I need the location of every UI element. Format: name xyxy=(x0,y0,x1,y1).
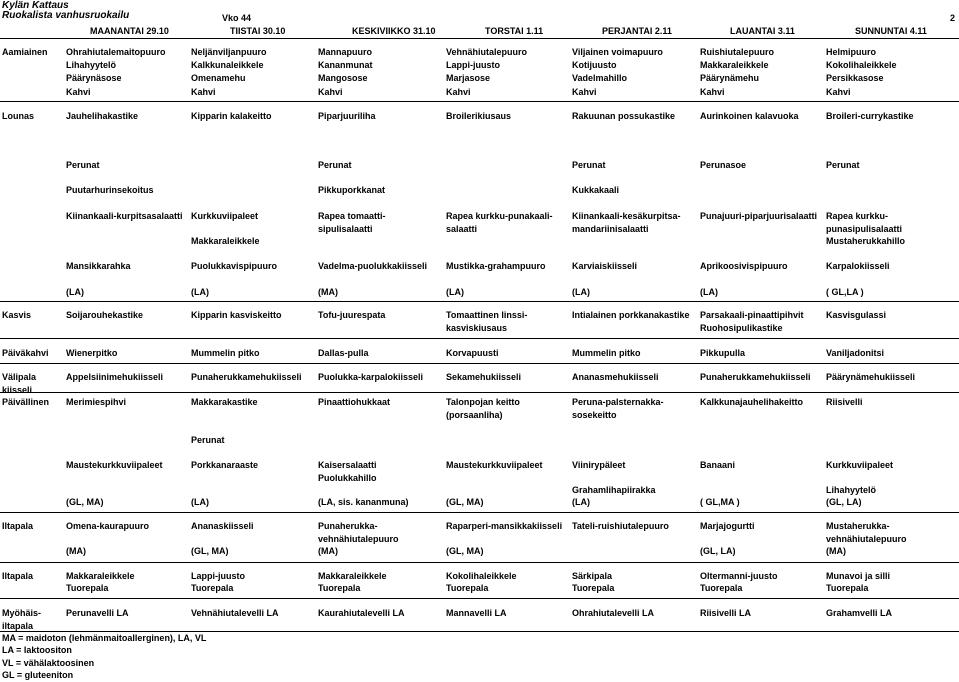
menu-item: Mannapuuro xyxy=(318,47,372,57)
menu-item: Perunat xyxy=(66,160,100,170)
menu-item: Neljänviljanpuuro xyxy=(191,47,267,57)
section-label-lounas: Lounas xyxy=(2,111,35,121)
menu-item: vehnähiutalepuuro xyxy=(826,534,907,544)
menu-item: Kipparin kasviskeitto xyxy=(191,310,282,320)
day-header: PERJANTAI 2.11 xyxy=(602,26,672,36)
menu-item: Omena-kaurapuuro xyxy=(66,521,150,531)
menu-item: Perunat xyxy=(191,435,225,445)
menu-item: Tuorepala xyxy=(700,583,743,593)
menu-item: Rapea tomaatti- xyxy=(318,211,386,221)
section-divider xyxy=(0,562,959,563)
menu-item: sipulisalaatti xyxy=(318,224,373,234)
menu-item: Mustikka-grahampuuro xyxy=(446,261,546,271)
menu-item: Ruishiutalepuuro xyxy=(700,47,774,57)
menu-item: Grahamlihapiirakka xyxy=(572,485,656,495)
menu-item: Piparjuuriliha xyxy=(318,111,376,121)
menu-item: Kalkkunaleikkele xyxy=(191,60,264,70)
section-label-valipala: Välipala xyxy=(2,372,37,382)
menu-item: Ananasmehukiisseli xyxy=(572,372,659,382)
legend-line: LA = laktoositon xyxy=(2,645,72,655)
diet-code: (GL, MA) xyxy=(446,497,484,507)
menu-item: Kotijuusto xyxy=(572,60,617,70)
menu-item: Aurinkoinen kalavuoka xyxy=(700,111,799,121)
week-label: Vko 44 xyxy=(222,13,252,23)
section-divider xyxy=(0,301,959,302)
menu-item: Kokolihaleikkele xyxy=(446,571,517,581)
menu-item: Punajuuri-piparjuurisalaatti xyxy=(700,211,818,221)
day-header: MAANANTAI 29.10 xyxy=(90,26,169,36)
menu-item: Peruna-palsternakka- xyxy=(572,397,664,407)
menu-item: Puutarhurinsekoitus xyxy=(66,185,154,195)
menu-item: Kaisersalaatti xyxy=(318,460,377,470)
menu-item: Puolukkavispipuuro xyxy=(191,261,278,271)
menu-item: Persikkasose xyxy=(826,73,884,83)
menu-item: Tuorepala xyxy=(318,583,361,593)
menu-item: Vadelma-puolukkakiisseli xyxy=(318,261,428,271)
menu-item: Pikkupulla xyxy=(700,348,746,358)
diet-code: (GL, LA) xyxy=(700,546,736,556)
section-label-paivakahvi: Päiväkahvi xyxy=(2,348,49,358)
menu-item: Makkaraleikkele xyxy=(191,236,260,246)
menu-item: Mansikkarahka xyxy=(66,261,131,271)
menu-item: mandariinisalaatti xyxy=(572,224,649,234)
menu-item: Vehnähiutalepuuro xyxy=(446,47,528,57)
menu-item: Helmipuuro xyxy=(826,47,877,57)
menu-item: Kalkkunajauhelihakeitto xyxy=(700,397,804,407)
diet-code: (LA) xyxy=(191,287,209,297)
menu-item: Karviaiskiisseli xyxy=(572,261,638,271)
diet-code: (GL, MA) xyxy=(66,497,104,507)
menu-item: Kokolihaleikkele xyxy=(826,60,897,70)
menu-item: Jauhelihakastike xyxy=(66,111,139,121)
menu-item: Tuorepala xyxy=(66,583,109,593)
menu-item: (porsaanliha) xyxy=(446,410,503,420)
menu-item: Kahvi xyxy=(700,87,725,97)
menu-item: Parsakaali-pinaattipihvit xyxy=(700,310,804,320)
menu-item: Punaherukka- xyxy=(318,521,378,531)
menu-item: Karpalokiisseli xyxy=(826,261,890,271)
menu-item: Kahvi xyxy=(318,87,343,97)
menu-item: punasipulisalaatti xyxy=(826,224,903,234)
diet-code: (MA) xyxy=(318,287,338,297)
menu-item: Punaherukkamehukiisseli xyxy=(191,372,302,382)
menu-item: Perunat xyxy=(826,160,860,170)
menu-item: Puolukkahillo xyxy=(318,473,377,483)
diet-code: (MA) xyxy=(66,546,86,556)
menu-item: Broilerikiusaus xyxy=(446,111,512,121)
menu-item: Lihahyytelö xyxy=(826,485,877,495)
menu-item: Mummelin pitko xyxy=(572,348,641,358)
menu-item: Tuorepala xyxy=(572,583,615,593)
menu-item: Ananaskiisseli xyxy=(191,521,254,531)
menu-item: Maustekurkkuviipaleet xyxy=(66,460,163,470)
section-label-paivallinen: Päivällinen xyxy=(2,397,50,407)
menu-item: Kananmunat xyxy=(318,60,373,70)
section-divider xyxy=(0,363,959,364)
menu-item: Broileri-currykastike xyxy=(826,111,914,121)
menu-item: Kahvi xyxy=(572,87,597,97)
menu-item: Mustaherukka- xyxy=(826,521,890,531)
menu-item: Päärynämehu xyxy=(700,73,760,83)
menu-item: Vaniljadonitsi xyxy=(826,348,885,358)
menu-item: Puolukka-karpalokiisseli xyxy=(318,372,424,382)
menu-item: Lappi-juusto xyxy=(446,60,500,70)
menu-item: Tuorepala xyxy=(191,583,234,593)
menu-item: Aprikoosivispipuuro xyxy=(700,261,788,271)
menu-item: Dallas-pulla xyxy=(318,348,369,358)
legend-line: MA = maidoton (lehmänmaitoallerginen), LA, VL xyxy=(2,633,207,643)
menu-item: Talonpojan keitto xyxy=(446,397,520,407)
menu-item: Ruohosipulikastike xyxy=(700,323,783,333)
menu-item: Kurkkuviipaleet xyxy=(826,460,894,470)
menu-item: Särkipala xyxy=(572,571,613,581)
menu-item: Soijarouhekastike xyxy=(66,310,144,320)
section-label-iltapala: Iltapala xyxy=(2,521,34,531)
menu-item: Viljainen voimapuuro xyxy=(572,47,663,57)
diet-code: (LA) xyxy=(572,287,590,297)
menu-item: Perunat xyxy=(572,160,606,170)
diet-code: ( GL,MA ) xyxy=(700,497,740,507)
menu-item: kasviskiusaus xyxy=(446,323,508,333)
menu-item: Intialainen porkkanakastike xyxy=(572,310,690,320)
section-divider xyxy=(0,598,959,599)
menu-item: Raparperi-mansikkakiisseli xyxy=(446,521,563,531)
menu-item: Kiinankaali-kurpitsasalaatti xyxy=(66,211,183,221)
menu-item: Kahvi xyxy=(446,87,471,97)
menu-item: Merimiespihvi xyxy=(66,397,127,407)
menu-item: Ohrahiutalevelli LA xyxy=(572,608,655,618)
menu-item: Wienerpitko xyxy=(66,348,118,358)
menu-item: Makkaraleikkele xyxy=(66,571,135,581)
section-label-myohaisiltapala: Myöhäis- xyxy=(2,608,42,618)
section-label-valipala-sub: kiisseli xyxy=(2,385,33,395)
page-number: 2 xyxy=(950,13,956,23)
menu-item: Päärynämehukiisseli xyxy=(826,372,916,382)
menu-item: Ohrahiutalemaitopuuro xyxy=(66,47,166,57)
menu-item: Tuorepala xyxy=(446,583,489,593)
menu-item: Perunasoe xyxy=(700,160,747,170)
menu-item: Kurkkuviipaleet xyxy=(191,211,259,221)
menu-item: Mummelin pitko xyxy=(191,348,260,358)
diet-code: (LA) xyxy=(66,287,84,297)
diet-code: (GL, LA) xyxy=(826,497,862,507)
menu-item: Riisivelli xyxy=(826,397,863,407)
day-header: TIISTAI 30.10 xyxy=(230,26,286,36)
menu-item: Pikkuporkkanat xyxy=(318,185,386,195)
diet-code: (LA) xyxy=(572,497,590,507)
menu-item: vehnähiutalepuuro xyxy=(318,534,399,544)
diet-code: (GL, MA) xyxy=(191,546,229,556)
header-divider xyxy=(0,38,959,39)
menu-item: Viinirypäleet xyxy=(572,460,626,470)
menu-item: Riisivelli LA xyxy=(700,608,752,618)
diet-code: (GL, MA) xyxy=(446,546,484,556)
menu-item: Tomaattinen linssi- xyxy=(446,310,528,320)
section-divider xyxy=(0,512,959,513)
diet-code: (LA, sis. kananmuna) xyxy=(318,497,409,507)
menu-item: Makkarakastike xyxy=(191,397,258,407)
legend-line: GL = gluteeniton xyxy=(2,670,74,680)
diet-code: (LA) xyxy=(191,497,209,507)
day-header: TORSTAI 1.11 xyxy=(485,26,544,36)
menu-item: Marjajogurtti xyxy=(700,521,755,531)
menu-item: Pinaattiohukkaat xyxy=(318,397,391,407)
menu-item: Appelsiinimehukiisseli xyxy=(66,372,164,382)
section-divider xyxy=(0,338,959,339)
menu-item: Grahamvelli LA xyxy=(826,608,893,618)
document-title: Ruokalista vanhusruokailu xyxy=(2,10,130,21)
menu-item: Oltermanni-juusto xyxy=(700,571,778,581)
menu-item: Päärynäsose xyxy=(66,73,122,83)
diet-code: (LA) xyxy=(446,287,464,297)
diet-code: (MA) xyxy=(826,546,846,556)
menu-item: Kukkakaali xyxy=(572,185,620,195)
menu-item: Kiinankaali-kesäkurpitsa- xyxy=(572,211,681,221)
menu-item: Maustekurkkuviipaleet xyxy=(446,460,543,470)
organization-name: Kylän Kattaus xyxy=(2,0,69,11)
menu-item: Perunavelli LA xyxy=(66,608,129,618)
menu-item: Kasvisgulassi xyxy=(826,310,887,320)
menu-item: Tateli-ruishiutalepuuro xyxy=(572,521,669,531)
menu-item: Marjasose xyxy=(446,73,491,83)
day-header: SUNNUNTAI 4.11 xyxy=(855,26,927,36)
menu-item: Kahvi xyxy=(66,87,91,97)
menu-item: Kaurahiutalevelli LA xyxy=(318,608,405,618)
menu-item: Vehnähiutalevelli LA xyxy=(191,608,279,618)
section-label-myohaisiltapala-sub: iltapala xyxy=(2,621,34,631)
menu-item: Makkaraleikkele xyxy=(318,571,387,581)
menu-item: Korvapuusti xyxy=(446,348,499,358)
menu-item: salaatti xyxy=(446,224,478,234)
menu-item: Punaherukkamehukiisseli xyxy=(700,372,811,382)
menu-item: Mannavelli LA xyxy=(446,608,507,618)
day-header: LAUANTAI 3.11 xyxy=(730,26,795,36)
section-divider xyxy=(0,392,959,393)
menu-item: Rapea kurkku-punakaali- xyxy=(446,211,553,221)
menu-item: Lihahyytelö xyxy=(66,60,117,70)
menu-item: Munavoi ja silli xyxy=(826,571,891,581)
menu-item: sosekeitto xyxy=(572,410,617,420)
legend-line: VL = vähälaktoosinen xyxy=(2,658,95,668)
menu-item: Rapea kurkku- xyxy=(826,211,889,221)
menu-item: Omenamehu xyxy=(191,73,246,83)
menu-item: Porkkanaraaste xyxy=(191,460,259,470)
menu-item: Rakuunan possukastike xyxy=(572,111,676,121)
menu-item: Makkaraleikkele xyxy=(700,60,769,70)
menu-item: Lappi-juusto xyxy=(191,571,245,581)
menu-item: Tuorepala xyxy=(826,583,869,593)
diet-code: ( GL,LA ) xyxy=(826,287,864,297)
menu-item: Vadelmahillo xyxy=(572,73,628,83)
section-label-iltapala: Iltapala xyxy=(2,571,34,581)
section-divider xyxy=(0,101,959,102)
diet-code: (MA) xyxy=(318,546,338,556)
section-label-kasvis: Kasvis xyxy=(2,310,32,320)
section-label-aamiainen: Aamiainen xyxy=(2,47,48,57)
menu-item: Kahvi xyxy=(191,87,216,97)
menu-item: Banaani xyxy=(700,460,736,470)
menu-item: Tofu-juurespata xyxy=(318,310,386,320)
day-header: KESKIVIIKKO 31.10 xyxy=(352,26,436,36)
menu-item: Kahvi xyxy=(826,87,851,97)
menu-item: Kipparin kalakeitto xyxy=(191,111,272,121)
menu-item: Mangosose xyxy=(318,73,368,83)
menu-item: Perunat xyxy=(318,160,352,170)
menu-item: Mustaherukkahillo xyxy=(826,236,906,246)
diet-code: (LA) xyxy=(700,287,718,297)
menu-item: Sekamehukiisseli xyxy=(446,372,522,382)
